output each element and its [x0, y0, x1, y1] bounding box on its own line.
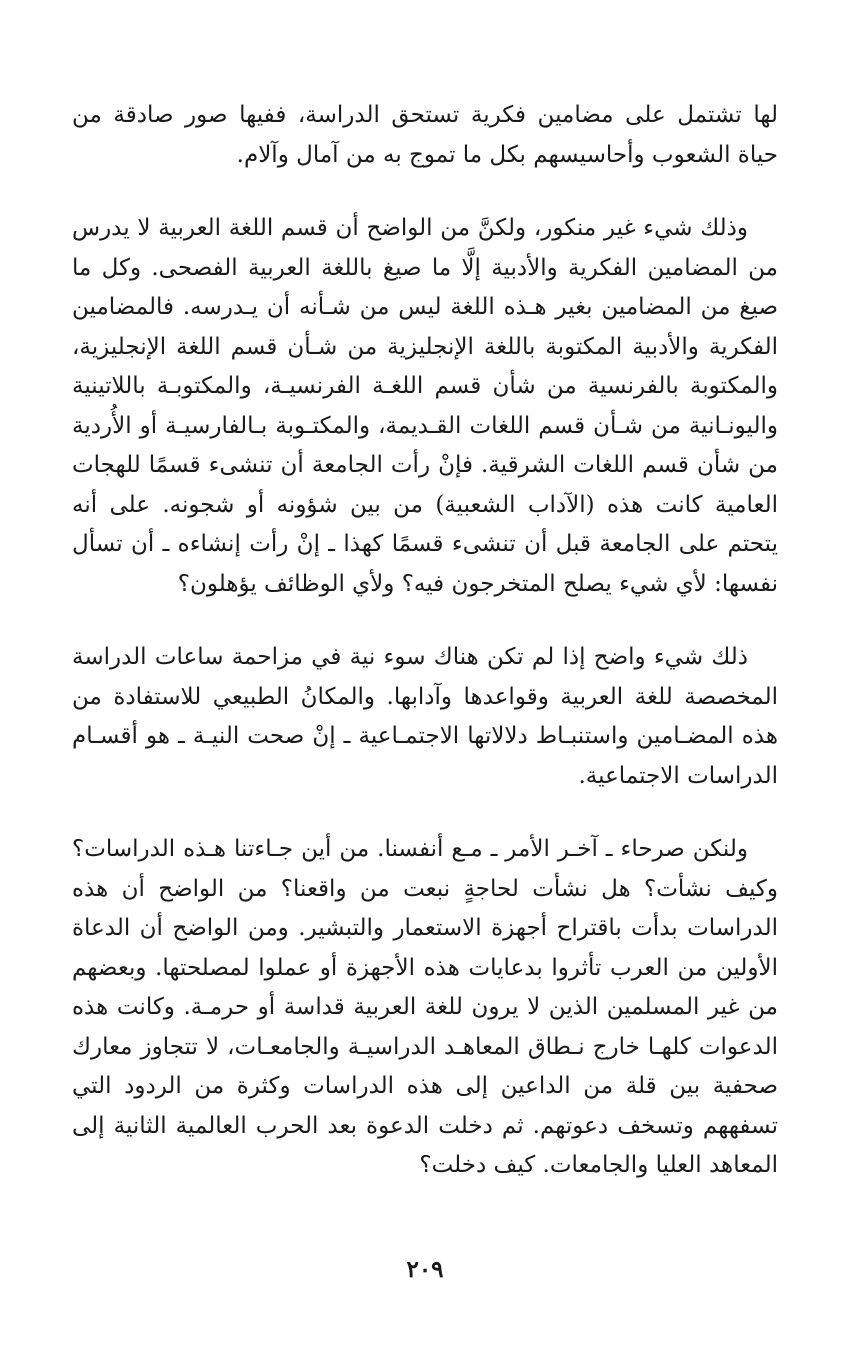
- page-number: ٢٠٩: [406, 1256, 444, 1283]
- body-text: [72, 96, 778, 1186]
- paragraph-3: ذلك شيء واضح إذا لم تكن هناك سوء نية في مزاحمة ساعات الدراسة المخصصة للغة العربية وقواعدها وآدابها. والمكانُ الطبيعي للاستفادة من هذه المضـامين واستنبـاط دلالاتها الاجتمـاعية ـ إنْ صحت النيـة ـ هو أقسـام الدراسات الاجتماعية.: [72, 644, 778, 789]
- paragraph-2: وذلك شيء غير منكور، ولكنَّ من الواضح أن قسم اللغة العربية لا يدرس من المضامين الفكرية والأدبية إلَّا ما صيغ باللغة العربية الفصحى. وكل ما صيغ من المضامين بغير هـذه اللغة ليس من شـأنه أن يـدرسه. فالمضامين الفكرية والأدبية المكتوبة باللغة الإنجليزية من شـأن قسم اللغة الإنجليزية، والمكتوبة بالفرنسية من شأن قسم اللغـة الفرنسيـة، والمكتوبـة باللاتينية واليونـانية من شـأن قسم اللغات القـديمة، والمكتـوبة بـالفارسيـة أو الأُردية من شأن قسم اللغات الشرقية. فإنْ رأت الجامعة أن تنشىء قسمًا للهجات العامية كانت هذه (الآداب الشعبية) من بين شؤونه أو شجونه. على أنه يتحتم على الجامعة قبل أن تنشىء قسمًا كهذا ـ إنْ رأت إنشاءه ـ أن تسأل نفسها: لأي شيء يصلح المتخرجون فيه؟ ولأي الوظائف يؤهلون؟: [72, 215, 778, 597]
- paragraph-4: ولنكن صرحاء ـ آخـر الأمر ـ مـع أنفسنا. من أين جـاءتنا هـذه الدراسات؟ وكيف نشأت؟ هل نشأت لحاجةٍ نبعت من واقعنا؟ من الواضح أن هذه الدراسات بدأت باقتراح أجهزة الاستعمار والتبشير. ومن الواضح أن الدعاة الأولين من العرب تأثروا بدعايات هذه الأجهزة أو عملوا لمصلحتها. وبعضهم من غير المسلمين الذين لا يرون للغة العربية قداسة أو حرمـة. وكانت هذه الدعوات كلهـا خارج نـطاق المعاهـد الدراسيـة والجامعـات، لا تتجاوز معارك صحفية بين قلة من الداعين إلى هذه الدراسات وكثرة من الردود التي تسفههم وتسخف دعوتهم. ثم دخلت الدعوة بعد الحرب العالمية الثانية إلى المعاهد العليا والجامعات. كيف دخلت؟: [72, 836, 778, 1178]
- paragraph-1: لها تشتمل على مضامين فكرية تستحق الدراسة، ففيها صور صادقة من حياة الشعوب وأحاسيسهم بكل ما تموج به من آمال وآلام.: [72, 102, 778, 168]
